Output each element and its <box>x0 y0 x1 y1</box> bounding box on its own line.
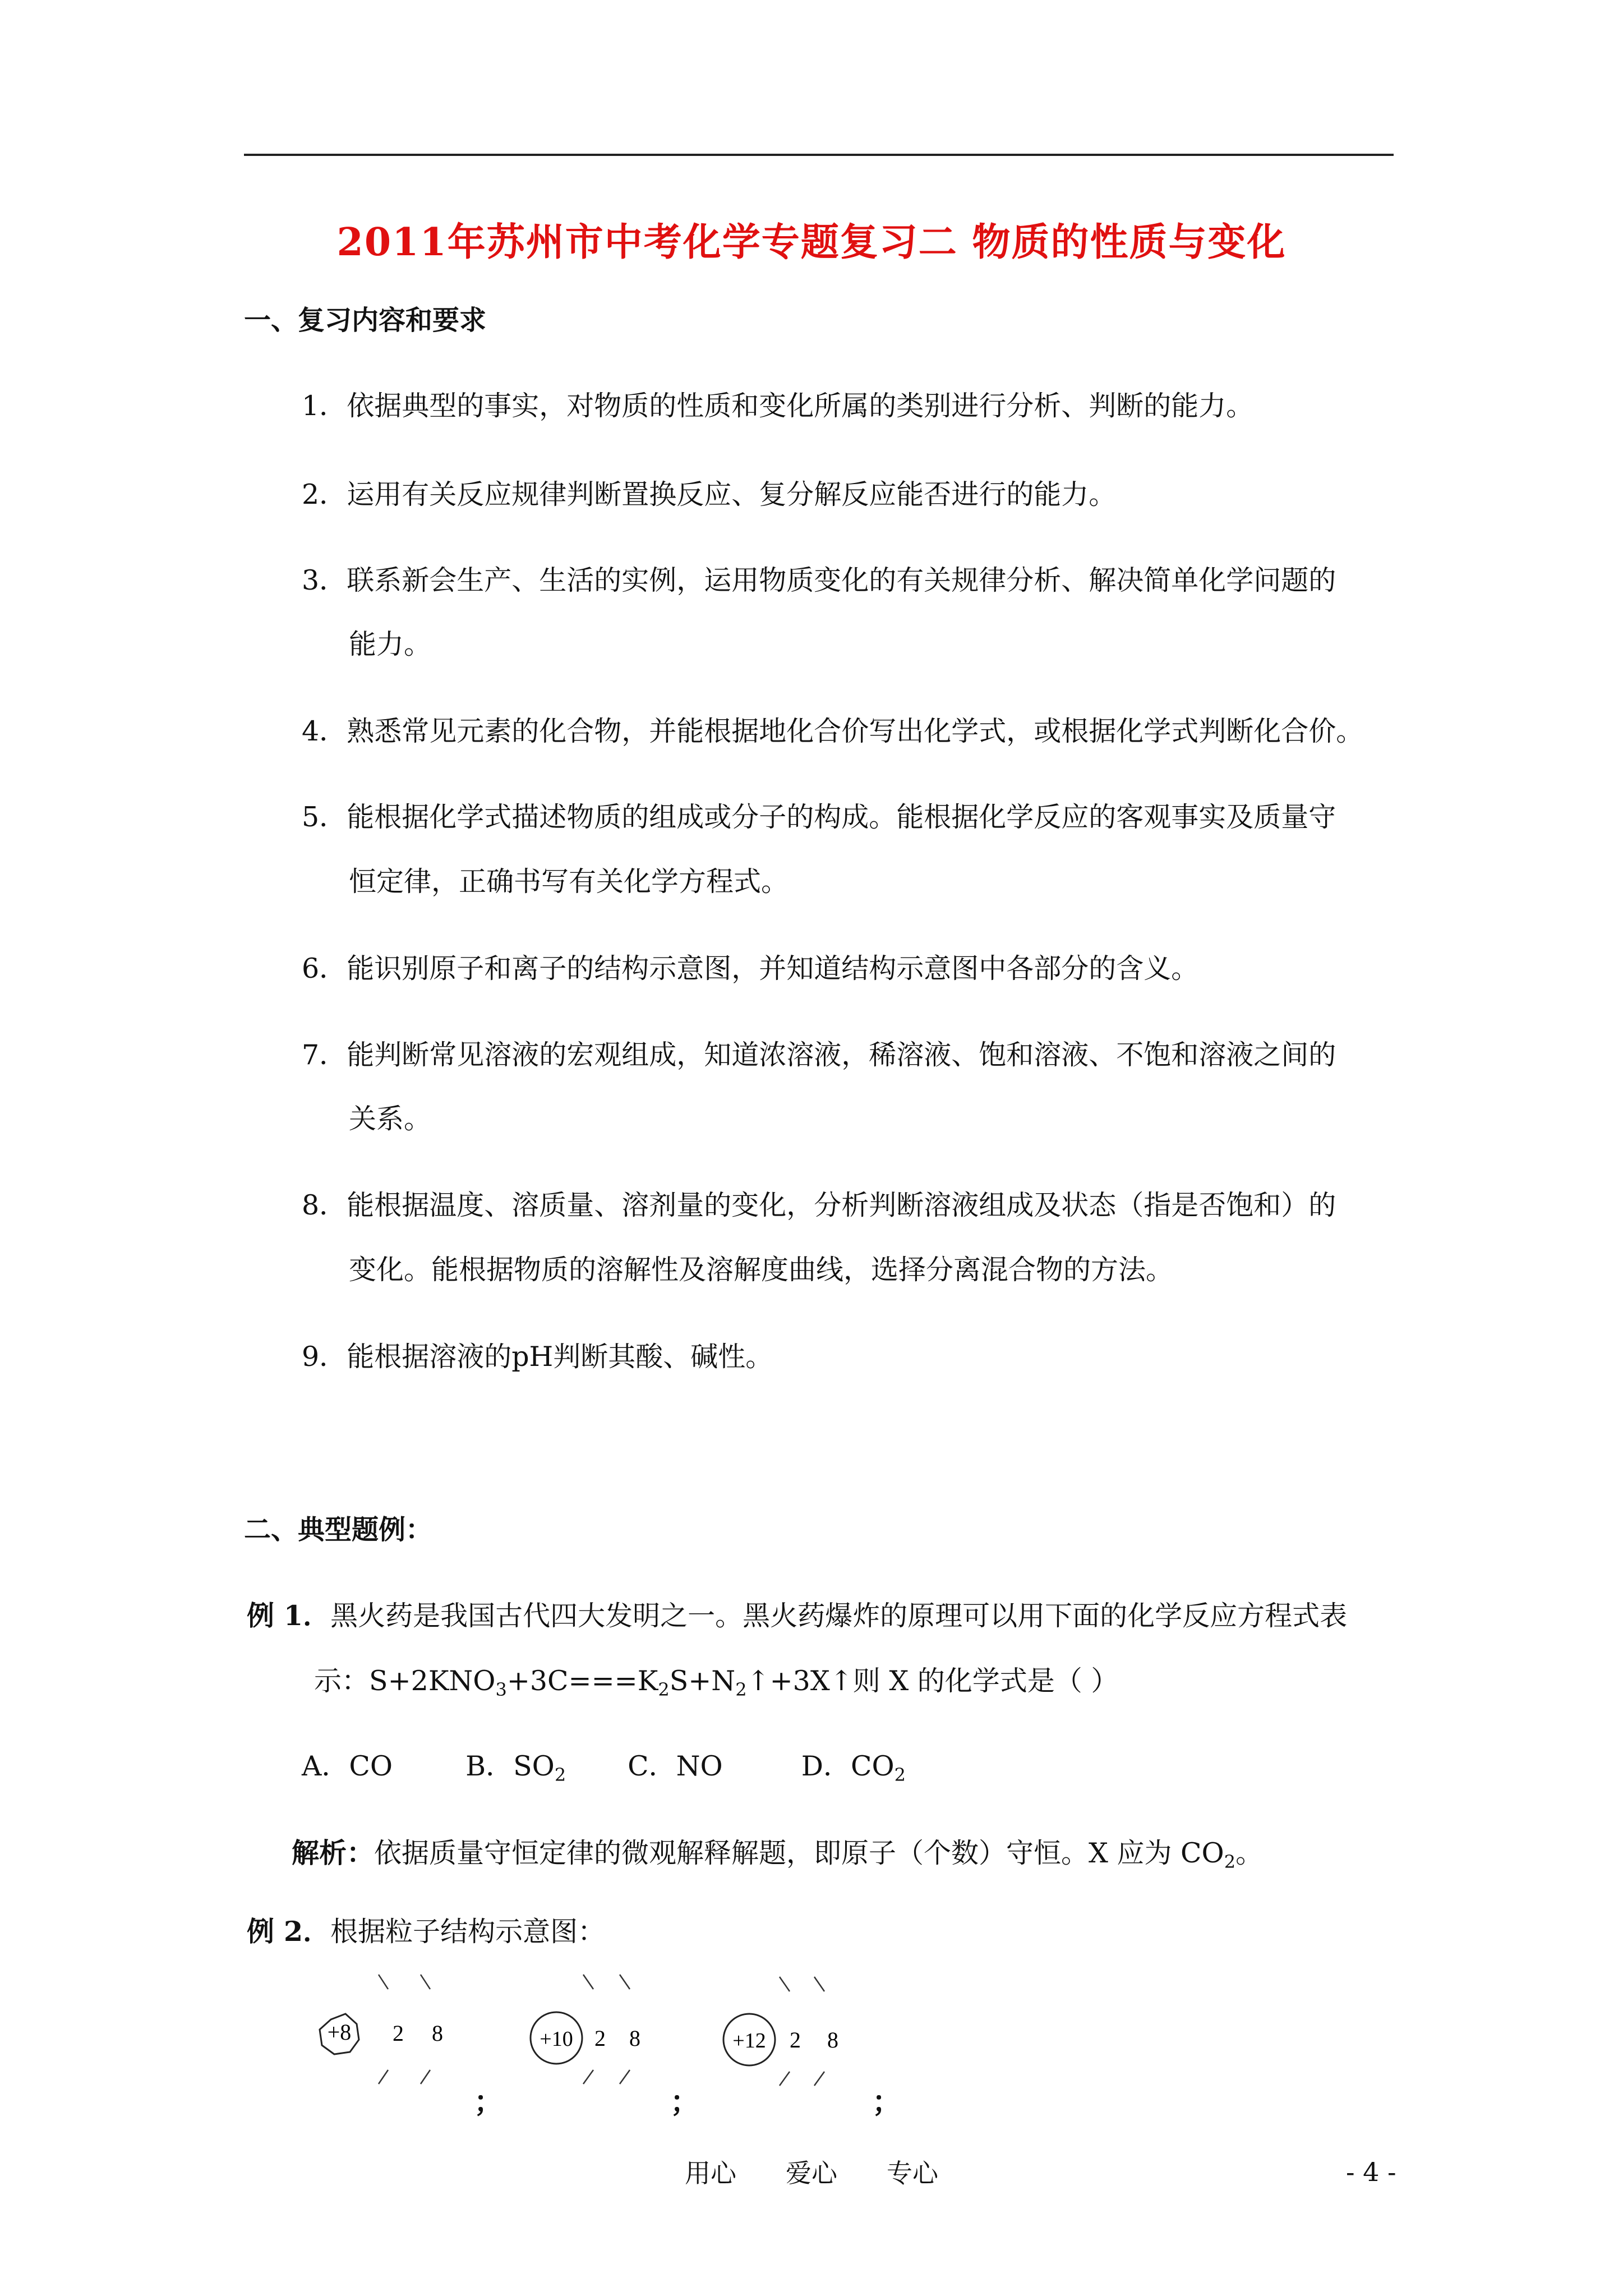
req-item-5-cont: 恒定律，正确书写有关化学方程式。 <box>349 866 789 898</box>
example-1-options <box>302 1745 906 1784</box>
particle-diagram-1 <box>320 1975 443 2084</box>
option-a: A．CO <box>302 1750 393 1782</box>
example-1-analysis: 解析：依据质量守恒定律的微观解释解题，即原子（个数）守恒。X 应为 $CO_2$。 <box>292 1837 1264 1872</box>
separator-2: ； <box>670 2085 700 2119</box>
example-2: 例 2．根据粒子结构示意图： <box>247 1915 606 1948</box>
shell-electrons: 8 <box>432 2021 443 2046</box>
shell-electrons: 2 <box>594 2026 606 2051</box>
shell-arc <box>620 2070 630 2084</box>
nucleus-charge-2: +10 <box>540 2027 573 2051</box>
separator-1: ； <box>474 2085 504 2119</box>
shell-arc <box>583 2070 593 2084</box>
shell-arc <box>780 2072 790 2086</box>
example-1-equation: 示：$S+2KNO_3+3C===K_2S+N_2↑+3X↑$则 X 的化学式是（ ） <box>314 1665 1119 1700</box>
particle-structure-diagrams <box>303 1958 965 2104</box>
particle-diagram-3 <box>723 1977 838 2086</box>
shell-arc <box>814 2072 824 2086</box>
shell-arc <box>583 1975 593 1989</box>
particle-diagram-2 <box>531 1975 640 2084</box>
nucleus-charge-1: +8 <box>327 2019 352 2045</box>
nucleus-charge-3: +12 <box>732 2029 766 2053</box>
option-b: B．$SO_2$ <box>465 1750 566 1786</box>
shell-electrons: 8 <box>827 2027 838 2053</box>
section2-heading: 二、典型题例： <box>244 1514 433 1545</box>
shell-electrons: 2 <box>790 2027 801 2053</box>
footer-word-3: 专心 <box>887 2158 938 2188</box>
page-number: - 4 - <box>1346 2157 1396 2187</box>
req-item-8-cont: 变化。能根据物质的溶解性及溶解度曲线，选择分离混合物的方法。 <box>349 1254 1174 1286</box>
req-item-8: 8．能根据温度、溶质量、溶剂量的变化，分析判断溶液组成及状态（指是否饱和）的 <box>302 1189 1336 1221</box>
shell-arc <box>620 1975 630 1989</box>
req-item-4: 4．熟悉常见元素的化合物，并能根据地化合价写出化学式，或根据化学式判断化合价。 <box>302 715 1364 747</box>
section1-heading: 一、复习内容和要求 <box>244 305 487 336</box>
req-item-7: 7．能判断常见溶液的宏观组成，知道浓溶液，稀溶液、饱和溶液、不饱和溶液之间的 <box>302 1039 1336 1071</box>
shell-arc <box>814 1977 824 1991</box>
example-1: 例 1．黑火药是我国古代四大发明之一。黑火药爆炸的原理可以用下面的化学反应方程式表 <box>247 1599 1348 1632</box>
req-item-1: 1．依据典型的事实，对物质的性质和变化所属的类别进行分析、判断的能力。 <box>302 390 1254 422</box>
shell-arc <box>379 2070 388 2084</box>
shell-electrons: 2 <box>393 2021 404 2046</box>
req-item-6: 6．能识别原子和离子的结构示意图，并知道结构示意图中各部分的含义。 <box>302 953 1199 984</box>
shell-arc <box>421 2070 430 2084</box>
req-item-9: 9．能根据溶液的pH判断其酸、碱性。 <box>302 1341 773 1373</box>
req-item-3-cont: 能力。 <box>349 628 432 660</box>
option-d: D．$CO_2$ <box>801 1750 906 1786</box>
shell-arc <box>379 1975 388 1989</box>
separator-3: ； <box>872 2085 902 2119</box>
shell-arc <box>421 1975 430 1989</box>
req-item-7-cont: 关系。 <box>349 1103 432 1135</box>
page-title: 2011年苏州市中考化学专题复习二 物质的性质与变化 <box>336 220 1287 265</box>
footer-word-1: 用心 <box>685 2158 736 2188</box>
req-item-5: 5．能根据化学式描述物质的组成或分子的构成。能根据化学反应的客观事实及质量守 <box>302 801 1336 833</box>
footer-word-2: 爱心 <box>786 2158 837 2188</box>
shell-arc <box>780 1977 790 1991</box>
req-item-2: 2．运用有关反应规律判断置换反应、复分解反应能否进行的能力。 <box>302 478 1117 510</box>
header-rule <box>244 154 1394 156</box>
option-c: C．NO <box>628 1750 723 1782</box>
shell-electrons: 8 <box>629 2026 640 2051</box>
req-item-3: 3．联系新会生产、生活的实例，运用物质变化的有关规律分析、解决简单化学问题的 <box>302 564 1336 596</box>
